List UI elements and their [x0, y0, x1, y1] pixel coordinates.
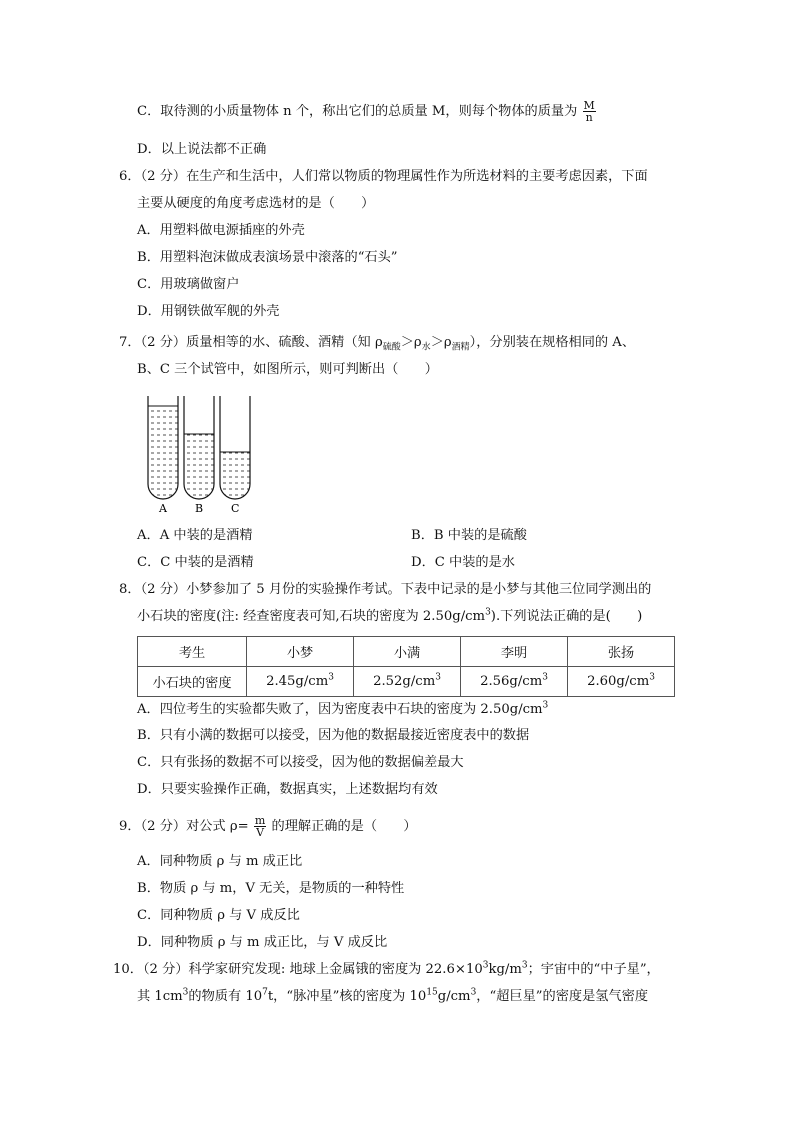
fraction-denominator: V: [256, 826, 265, 839]
unit-sup: 3: [328, 672, 334, 683]
value-text: 2.45g/cm: [266, 674, 329, 689]
fraction-denominator: n: [585, 111, 593, 124]
q9-option-a: A．同种物质 ρ 与 m 成正比: [137, 854, 303, 869]
q6-option-d: D．用钢铁做军舰的外壳: [137, 304, 280, 319]
q9-stem-pre: 9．（2 分）对公式 ρ=: [119, 819, 249, 834]
value-cell: [247, 667, 354, 697]
q10-l2-e: ，“超巨星”的密度是氢气密度: [476, 989, 649, 1004]
q8-option-d: D．只要实验操作正确，数据真实，上述数据均有效: [137, 782, 438, 797]
q7-option-a: A．A 中装的是酒精: [137, 528, 253, 543]
value-cell: [461, 667, 568, 697]
header-cell: 小满: [354, 637, 461, 667]
sub-alcohol: 酒精: [451, 342, 470, 353]
q10-l2-d: g/cm: [437, 989, 471, 1004]
value-text: 2.60g/cm: [587, 674, 650, 689]
q8-option-a-text: A．四位考生的实验都失败了，因为密度表中石块的密度为 2.50g/cm: [137, 702, 543, 717]
header-cell: 李明: [461, 637, 568, 667]
q8-option-b: B．只有小满的数据可以接受，因为他的数据最接近密度表中的数据: [137, 728, 530, 743]
tube-label-b: B: [195, 502, 204, 515]
q10-l2-a: 其 1cm: [137, 989, 183, 1004]
q7-gt-2: ＞ρ: [430, 335, 452, 350]
q6-stem-line2: 主要从硬度的角度考虑选材的是（ ）: [137, 196, 375, 211]
q5-option-c-text: C．取待测的小质量物体 n 个，称出它们的总质量 M，则每个物体的质量为: [137, 104, 578, 119]
q8-stem2-text-a: 小石块的密度(注: 经查密度表可知,石块的密度为 2.50g/cm: [137, 609, 486, 624]
q8-option-a-sup: 3: [542, 700, 549, 711]
test-tubes-figure: [144, 396, 256, 516]
q10-l1-sup2: 3: [521, 960, 528, 971]
q5-option-c: [137, 100, 597, 123]
q10-l2-sup3: 15: [426, 987, 438, 998]
q8-stem2-text-b: ).下列说法正确的是( ): [490, 609, 643, 624]
value-text: 2.52g/cm: [373, 674, 436, 689]
tube-c: [220, 396, 250, 499]
q7-stem-line1: [119, 334, 635, 352]
q7-option-c: C．C 中装的是酒精: [137, 555, 254, 570]
q8-stem2-sup: 3: [485, 607, 491, 618]
q6-option-c: C．用玻璃做窗户: [137, 277, 240, 292]
q8-stem-line2: [137, 608, 642, 626]
q5-option-d: D．以上说法都不正确: [137, 142, 267, 157]
q9-option-c: C．同种物质 ρ 与 V 成反比: [137, 908, 300, 923]
tube-a: [148, 396, 178, 499]
q10-l2-sup4: 3: [470, 987, 477, 998]
q8-option-a: [137, 701, 548, 719]
q7-gt-1: ＞ρ: [400, 335, 422, 350]
sub-sulfuric: 硫酸: [382, 342, 401, 353]
tube-label-a: A: [159, 502, 167, 515]
header-cell: 张扬: [568, 637, 675, 667]
q10-l1-a: 10．（2 分）科学家研究发现: 地球上金属锇的密度为 22.6×10: [113, 962, 483, 977]
fraction-numerator: M: [583, 99, 595, 112]
q6-option-b: B．用塑料泡沫做成表演场景中滚落的“石头”: [137, 250, 398, 265]
q9-option-d: D．同种物质 ρ 与 m 成正比，与 V 成反比: [137, 935, 388, 950]
unit-sup: 3: [649, 672, 655, 683]
row-label-cell: 小石块的密度: [138, 667, 247, 697]
tube-label-c: C: [231, 502, 240, 515]
value-cell: [568, 667, 675, 697]
unit-sup: 3: [542, 672, 548, 683]
q10-stem-line1: [113, 961, 660, 979]
q6-option-a: A．用塑料做电源插座的外壳: [137, 223, 305, 238]
q9-stem: [119, 815, 417, 838]
q10-l2-sup2: 7: [262, 987, 268, 998]
density-formula-fraction: [254, 815, 266, 838]
table-header-row: [138, 637, 675, 667]
q10-l2-c: t，“脉冲星”核的密度为 10: [267, 989, 427, 1004]
unit-sup: 3: [435, 672, 441, 683]
sub-water: 水: [421, 342, 431, 353]
q7-stem-text-b: ），分别装在规格相同的 A、: [469, 335, 636, 350]
q8-stem-line1: 8．（2 分）小梦参加了 5 月份的实验操作考试。下表中记录的是小梦与其他三位同学测出的: [119, 582, 652, 597]
q9-option-b: B．物质 ρ 与 m，V 无关，是物质的一种特性: [137, 881, 405, 896]
fraction-numerator: m: [254, 814, 266, 827]
q8-option-c: C．只有张扬的数据不可以接受，因为他的数据偏差最大: [137, 755, 464, 770]
q10-stem-line2: [137, 988, 648, 1006]
q10-l2-sup1: 3: [182, 987, 189, 998]
q10-l1-c: ；宇宙中的“中子星”，: [527, 962, 660, 977]
q6-stem-line1: 6．（2 分）在生产和生活中，人们常以物质的物理属性作为所选材料的主要考虑因素，下面: [119, 169, 648, 184]
tube-b: [184, 396, 214, 499]
header-cell: 考生: [138, 637, 247, 667]
value-cell: [354, 667, 461, 697]
q7-stem-line2: B、C 三个试管中，如图所示，则可判断出（ ）: [137, 362, 438, 377]
q10-l1-sup1: 3: [482, 960, 489, 971]
q10-l1-b: kg/m: [488, 962, 522, 977]
q7-option-d: D．C 中装的是水: [411, 555, 515, 570]
q7-option-b: B．B 中装的是硫酸: [411, 528, 527, 543]
header-cell: 小梦: [247, 637, 354, 667]
q9-stem-post: 的理解正确的是（ ）: [271, 819, 417, 834]
density-table: [137, 636, 675, 697]
value-text: 2.56g/cm: [480, 674, 543, 689]
mass-fraction: [583, 100, 596, 123]
q10-l2-b: 的物质有 10: [188, 989, 263, 1004]
table-row: [138, 667, 675, 697]
q7-stem-text-a: 7．（2 分）质量相等的水、硫酸、酒精（知 ρ: [119, 335, 383, 350]
